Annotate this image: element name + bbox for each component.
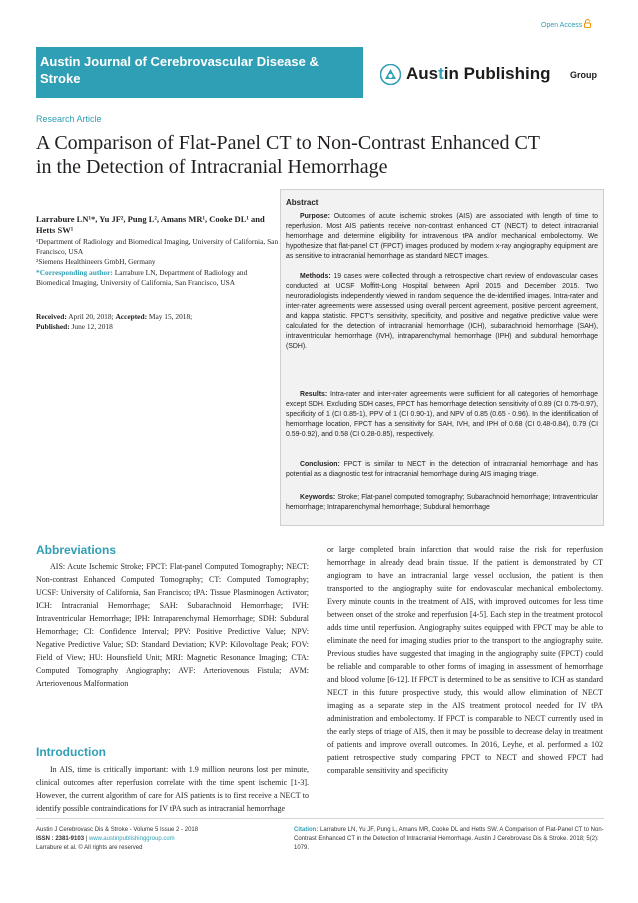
introduction-text-left: In AIS, time is critically important: with 1.9 million neurons lost per minute, clinical outcomes after reperfusion correlate with the time spent ischemic [1-3]. However, the current algorithm of care for AIS patients is to first receive a NECT to identify possible contraindications for IV tPA such as intracranial hemorrhage	[36, 765, 309, 813]
abstract-methods: Methods: 19 cases were collected through a retrospective chart review of endovascular cases conducted at UCSF Moffitt-Long Hospital between April 2015 and December 2015. Two neuroradiologists independently viewed in random sequence the de-identified images. Intra-rater and inter-rater agreements were assessed using overall percent agreement, positive percent agreement, and kappa statistic. FPCT’s sensitivity, specificity, and positive and negative predictive value were calculated for the detection of intracranial hemorrhage (ICH), subarachnoid hemorrhage (SAH), intraventricular hemorrhage (IVH), intraparenchymal hemorrhage (IPH) and subdural hemorrhage (SDH).	[286, 273, 598, 350]
journal-title: Austin Journal of Cerebrovascular Disease & Stroke	[40, 54, 319, 86]
open-access-text: Open Access	[541, 22, 583, 29]
abstract-results: Results: Intra-rater and inter-rater agreements were sufficient for all categories of hemorrhage except SDH. Excluding SDH cases, FPCT has hemorrhage detection sensitivity of 0.89 (CI 0.75-0.97), specificity of 1 (CI 0.85-1), PPV of 1 (CI 0.90-1), and NPV of 0.85 (0.65 - 0.96). In the identification of hemorrhage location, FPCT has a sensitivity for SAH, IVH, and IPH of 0.68 (CI 0.48-0.84), 0.79 (CI 0.59-0.92), and 0.58 (CI 0.28-0.85), respectively.	[286, 391, 598, 438]
abbreviations-heading: Abbreviations	[36, 543, 117, 557]
article-type: Research Article	[36, 114, 102, 124]
publisher-logo-text: Austin Publishing	[406, 64, 551, 83]
abstract-conclusion: Conclusion: FPCT is similar to NECT in the detection of intracranial hemorrhage and has potential as a diagnostic test for intracranial hemorrhage during AIS imaging triage.	[286, 461, 598, 478]
affiliation-1: ¹Department of Radiology and Biomedical Imaging, University of California, San Francisco, USA	[36, 237, 279, 256]
footer-rights: Larrabure et al. © All rights are reserved	[36, 845, 143, 851]
footer-citation: Citation: Larrabure LN, Yu JF, Pung L, Amans MR, Cooke DL and Hetts SW. A Comparison of Flat-Panel CT to Non-Contrast Enhanced CT in the Detection of Intracranial Hemorrhage. Austin J Cerebrovasc Dis & Stroke. 2018; 5(2): 1079.	[294, 827, 604, 851]
abbreviations-text: AIS: Acute Ischemic Stroke; FPCT: Flat-panel Computed Tomography; NECT: Non-contrast Enhanced Computed Tomography; CT: Computed Tomography; UCSF: University of California, San Francisco; tPA: Tissue Plasminogen Activator; ICH: Intracranial Hemorrhage; SAH: Subarachnoid Hemorrhage; IVH: Intraventricular Hemorrhage; IPH: Intraparenchymal Hemorrhage; SDH: Subdural Hemorrhage; CI: Confidence Interval; PPV: Positive Predictive Value; NPV: Negative Predictive Value; SD: Standard Deviation; KVP: Kilovoltage Peak; FOV: Field of View; HU: Hounsfield Unit; MRI: Magnetic Resonance Imaging; CTA: Computed Tomography Angiography; AVF: Arteriovenous Fistula; AVM: Arteriovenous Malformation	[36, 562, 309, 688]
publisher-logo-icon	[380, 64, 401, 85]
abstract-heading: Abstract	[286, 198, 319, 207]
publisher-logo[interactable]	[380, 63, 600, 85]
article-title: A Comparison of Flat-Panel CT to Non-Contrast Enhanced CT in the Detection of Intracranial Hemorrhage	[36, 132, 540, 178]
footer-issn-line: ISSN : 2381-9103 | www.austinpublishinggroup.com	[36, 836, 175, 842]
footer-divider	[36, 818, 604, 819]
footer-journal-line: Austin J Cerebrovasc Dis & Stroke - Volume 5 Issue 2 - 2018	[36, 827, 199, 833]
authors: Larrabure LN¹*, Yu JF², Pung L², Amans MR¹, Cooke DL¹ and Hetts SW¹	[36, 214, 265, 235]
footer-journal-info	[36, 826, 276, 853]
article-dates: Received: April 20, 2018; Accepted: May 15, 2018; Published: June 12, 2018	[36, 312, 193, 331]
abstract-purpose: Purpose: Outcomes of acute ischemic strokes (AIS) are associated with length of time to reperfusion. Most AIS patients receive non-contrast enhanced CT (NECT) to detect intracranial hemorrhage and determine eligibility for intravenous tPA and/or mechanical embolectomy. We hypothesize that flat-panel CT (FPCT) images produced by modern x-ray angiography equipment are as sensitive to intracranial hemorrhage as standard NECT images.	[286, 213, 598, 260]
introduction-heading: Introduction	[36, 745, 106, 759]
affiliation-2: ²Siemens Healthineers GmbH, Germany	[36, 257, 156, 266]
open-lock-icon	[584, 19, 591, 30]
publisher-logo-group: Group	[570, 70, 597, 80]
abstract-keywords: Keywords: Stroke; Flat-panel computed tomography; Subarachnoid hemorrhage; Intraventricular hemorrhage; Intraparenchymal hemorrhage; Subdural hemorrhage	[286, 494, 598, 511]
open-access-label	[541, 19, 591, 30]
footer-url-link[interactable]: www.austinpublishinggroup.com	[88, 836, 175, 842]
introduction-text-right: or large completed brain infarction that would raise the risk for reperfusion hemorrhage in already dead brain tissue. If the patient is demonstrated by CT angiogram to have an intracranial large vessel occlusion, the patient is then transported to the angiography suite for endovascular mechanical embolectomy. Every minute counts in the treatment of AIS, with improved outcomes for less time between onset of the stroke and reperfusion [4-5]. Each step in the treatment protocol adds time until reperfusion. Angiography suites equipped with FPCT may be able to eliminate the need for imaging studies prior to the transport to the angiography suite. Previous studies have suggested that imaging in the angiography suite (FPCT) could be reliable and comparable to other forms of imaging in assessment of hemorrhage and blood volume [6-12]. If FPCT is determined to be as sensitive to ICH as standard NECT in this future prospective study, this would allow elimination of NECT imaging as a separate step in the AIS treatment protocol needed for IV tPA administration and embolectomy. If FPCT is comparable to NECT currently used in the early steps of triage of AIS, then it may be possible to decrease delay in treatment of patients and improve overall outcomes. In 2016, Leyhe, et al. performed a 102 patient retrospective study comparing FPCT to NECT and showed FPCT had comparable sensitivity and specificity	[327, 545, 603, 775]
corresponding-author: *Corresponding author: Larrabure LN, Department of Radiology and Biomedical Imaging, University of California, San Francisco, USA	[36, 268, 248, 287]
